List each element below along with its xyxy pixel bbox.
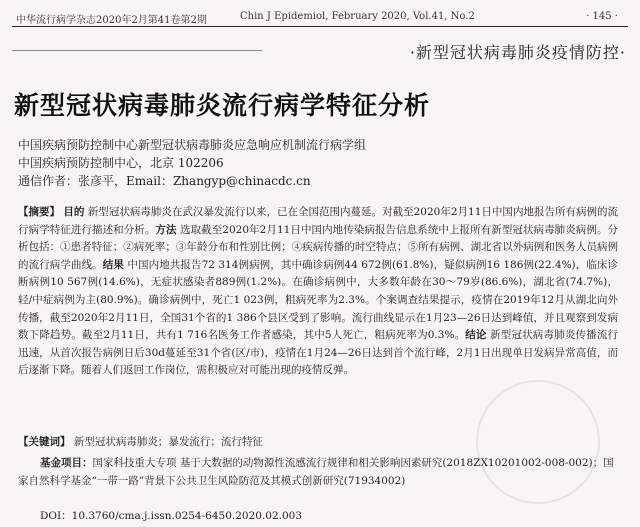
- section-divider: [12, 50, 262, 51]
- abstract-label: 【摘要】: [18, 206, 61, 218]
- keywords-text: 新型冠状病毒肺炎；暴发流行；流行特征: [73, 436, 263, 448]
- conclusion-text: 新型冠状病毒肺炎传播流行迅速，从首次报告病例日后30d蔓延至31个省(区/市)，疫情在1月24—26日达到首个流行峰，2月1日出现单日发病异常高值，而后逐渐下降。随着人们返回工作岗位，需积极应对可能出现的疫情反弹。: [18, 329, 618, 377]
- section-heading: ·新型冠状病毒肺炎疫情防控·: [409, 43, 626, 62]
- affiliations: [18, 136, 366, 190]
- affiliation-center: 中国疾病预防控制中心，北京 102206: [18, 156, 224, 170]
- running-header: [12, 8, 628, 27]
- doi: DOI：10.3760/cma.j.issn.0254-6450.2020.02.003: [40, 510, 303, 522]
- corresponding-author: 通信作者：张彦平，Email：Zhangyp@chinacdc.cn: [18, 174, 311, 188]
- results-label: 结果: [102, 258, 124, 271]
- conclusion-label: 结论: [465, 329, 487, 342]
- objective-label: 目的: [63, 206, 85, 218]
- funding-label: 基金项目：: [40, 457, 93, 469]
- page-number: · 145 ·: [586, 11, 618, 22]
- objective-text: 新型冠状病毒肺炎在武汉暴发流行以来，已在全国范围内蔓延。对截至2020年2月11日中国内地报告所有病例的流行病学特征进行描述和分析。: [18, 206, 619, 236]
- affiliation-group: 中国疾病预防控制中心新型冠状病毒肺炎应急响应机制流行病学组: [18, 138, 367, 152]
- article-title: 新型冠状病毒肺炎流行病学特征分析: [14, 91, 431, 120]
- keywords-label: 【关键词】: [18, 436, 71, 448]
- keywords: [18, 434, 263, 449]
- watermark-seal: [476, 380, 600, 504]
- methods-text: 选取截至2020年2月11日中国内地传染病报告信息系统中上报所有新型冠状病毒肺炎病例。分析包括：①患者特征；②病死率；③年龄分布和性别比例；④疾病传播的时空特点；⑤所有病例、湖北省以外病例和医务人员病例的流行病学曲线。: [18, 223, 619, 271]
- funding-text: 国家科技重大专项 基于大数据的动物源性流感流行规律和相关影响因素研究(2018ZX10201002-008-002)；国家自然科学基金“一带一路”背景下公共卫生风险防范及其模式创新研究(71934002): [18, 457, 614, 487]
- journal-issue-en: Chin J Epidemiol, February 2020, Vol.41, No.2: [240, 11, 475, 22]
- results-text: 中国内地共报告72 314例病例，其中确诊病例44 672例(61.8%)，疑似病例16 186例(22.4%)，临床诊断病例10 567例(14.6%)，无症状感染者889例(1.2%)。在确诊病例中，大多数年龄在30～79岁(86.6%)，湖北省(74.7%)，轻/中症病例为主(80.9%)。确诊病例中，死亡1 023例，粗病死率为2.3%。个案调查结果提示，疫情在2019年12月从湖北向外传播，截至2020年2月11日，全国31个省的1 386个县区受到了影响。流行曲线显示在1月23—26日达到峰值，并且观察到发病数下降趋势。截至2月11日，共有1 716名医务工作者感染，其中5人死亡，粗病死率为0.3%。: [18, 258, 619, 342]
- journal-issue-cn: 中华流行病学杂志2020年2月第41卷第2期: [16, 15, 207, 26]
- abstract: [18, 204, 618, 380]
- methods-label: 方法: [155, 223, 177, 236]
